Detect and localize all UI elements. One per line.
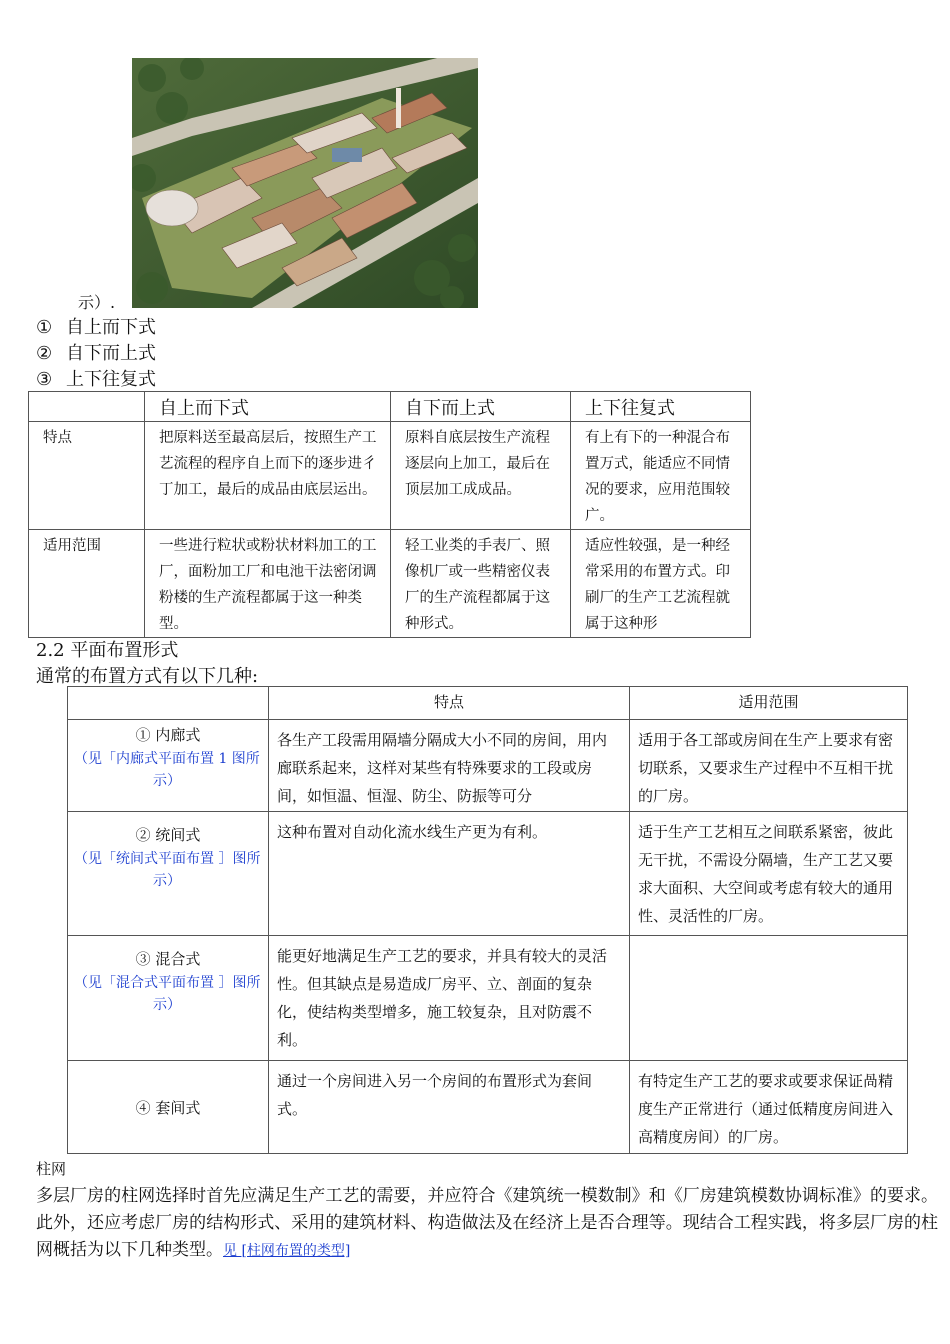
table-header-row xyxy=(29,392,751,422)
option-text: 自下而上式 xyxy=(66,343,156,364)
figure-link[interactable]: （见「内廊式平面布置 1 图所 xyxy=(74,751,260,767)
figure-link[interactable]: （见「混合式平面布置 ］图所 xyxy=(74,975,261,991)
table-header: 自上而下式 xyxy=(145,392,391,422)
figure-link[interactable]: （见「统间式平面布置 ］图所 xyxy=(74,851,261,867)
option-item xyxy=(36,313,156,339)
table-header xyxy=(68,687,269,720)
paragraph-text: 多层厂房的柱网选择时首先应满足生产工艺的需要，并应符合《建筑统一模数制》和《厂房建筑模数协调标准》的要求。此外，还应考虑厂房的结构形式、采用的建筑材料、构造做法及在经济上是否合理等。现结合工程实践，将多层厂房的柱网概括为以下几种类型。 xyxy=(36,1186,938,1260)
image-caption-fragment: 示）. xyxy=(78,293,116,312)
table-row xyxy=(29,422,751,530)
table-row xyxy=(68,812,908,936)
table-header: 适用范围 xyxy=(630,687,908,720)
scope-cell xyxy=(630,936,908,1061)
layout-name-cell xyxy=(68,936,269,1061)
layout-name: ④ 套间式 xyxy=(135,1099,201,1117)
option-text: 上下往复式 xyxy=(66,369,156,390)
intro-text: 通常的布置方式有以下几种: xyxy=(36,666,259,687)
option-number: ① xyxy=(36,317,53,338)
option-number: ③ xyxy=(36,369,53,390)
table-row xyxy=(68,1061,908,1154)
feature-cell: 通过一个房间进入另一个房间的布置形式为套间式。 xyxy=(269,1061,630,1154)
table-cell: 原料自底层按生产流程逐层向上加工，最后在顶层加工成成品。 xyxy=(391,422,571,530)
layout-name: ③ 混合式 xyxy=(135,950,201,968)
figure-link-tail[interactable]: 示） xyxy=(153,873,181,889)
option-item xyxy=(36,365,156,391)
figure-link-tail[interactable]: 示） xyxy=(153,773,181,789)
layout-name: ② 统间式 xyxy=(135,826,201,844)
column-grid-heading: 柱网 xyxy=(36,1160,67,1178)
feature-cell: 能更好地满足生产工艺的要求，并具有较大的灵活性。但其缺点是易造成厂房平、立、剖面的复杂化，使结构类型增多，施工较复杂，且对防震不利。 xyxy=(269,936,630,1061)
column-grid-types-link[interactable]: 见 [柱网布置的类型] xyxy=(223,1243,351,1259)
layout-name: ① 内廊式 xyxy=(135,726,201,744)
table-header: 自下而上式 xyxy=(391,392,571,422)
layout-name-cell xyxy=(68,720,269,812)
figure-link-tail[interactable]: 示） xyxy=(153,997,181,1013)
scope-cell: 有特定生产工艺的要求或要求保证咼精度生产正常进行（通过低精度房间进入高精度房间）的厂房。 xyxy=(630,1061,908,1154)
scope-cell: 适于生产工艺相互之间联系紧密，彼此无干扰，不需设分隔墙，生产工艺又要求大面积、大空间或考虑有较大的通用性、灵活性的厂房。 xyxy=(630,812,908,936)
option-item xyxy=(36,339,156,365)
table-header-row xyxy=(68,687,908,720)
table-cell: 适应性较强，是一种经常采用的布置方式。印刷厂的生产工艺流程就属于这种形 xyxy=(571,530,751,638)
section-title: 2.2 平面布置形式 xyxy=(36,640,179,661)
table-cell: 有上有下的一种混合布置万式，能适应不同情况的要求，应用范围较广。 xyxy=(571,422,751,530)
table-row xyxy=(29,530,751,638)
feature-cell xyxy=(269,720,630,812)
table-cell: 轻工业类的手表厂、照像机厂或一些精密仪表厂的生产流程都属于这种形式。 xyxy=(391,530,571,638)
table-cell: 一些进行粒状或粉状材料加工的工厂，面粉加工厂和电池干法密闭调粉楼的生产流程都属于这一种类型。 xyxy=(145,530,391,638)
feature-cell: 这种布置对自动化流水线生产更为有利。 xyxy=(269,812,630,936)
feature-text: 各生产工段需用隔墙分隔成大小不同的房间，用内廊联系起来，这样对某些有特殊要求的工段或房间，如恒温、恒湿、防尘、防振等可分 xyxy=(277,731,608,805)
row-label: 特点 xyxy=(29,422,145,530)
row-label: 适用范围 xyxy=(29,530,145,638)
option-text: 自上而下式 xyxy=(66,317,156,338)
table-header xyxy=(29,392,145,422)
scope-cell: 适用于各工部或房间在生产上要求有密切联系，又要求生产过程中不互相干扰的厂房。 xyxy=(630,720,908,812)
table-header: 上下往复式 xyxy=(571,392,751,422)
table-header: 特点 xyxy=(269,687,630,720)
table-cell: 把原料送至最高层后，按照生产工艺流程的程序自上而下的逐步进彳丁加工，最后的成品由底层运出。 xyxy=(145,422,391,530)
column-grid-paragraph xyxy=(36,1183,938,1265)
aerial-campus-image xyxy=(132,58,478,308)
option-number: ② xyxy=(36,343,53,364)
vertical-layout-table xyxy=(28,391,751,638)
table-row xyxy=(68,936,908,1061)
layout-name-cell xyxy=(68,812,269,936)
plan-layout-table xyxy=(67,686,908,1154)
layout-name-cell xyxy=(68,1061,269,1154)
table-row xyxy=(68,720,908,812)
